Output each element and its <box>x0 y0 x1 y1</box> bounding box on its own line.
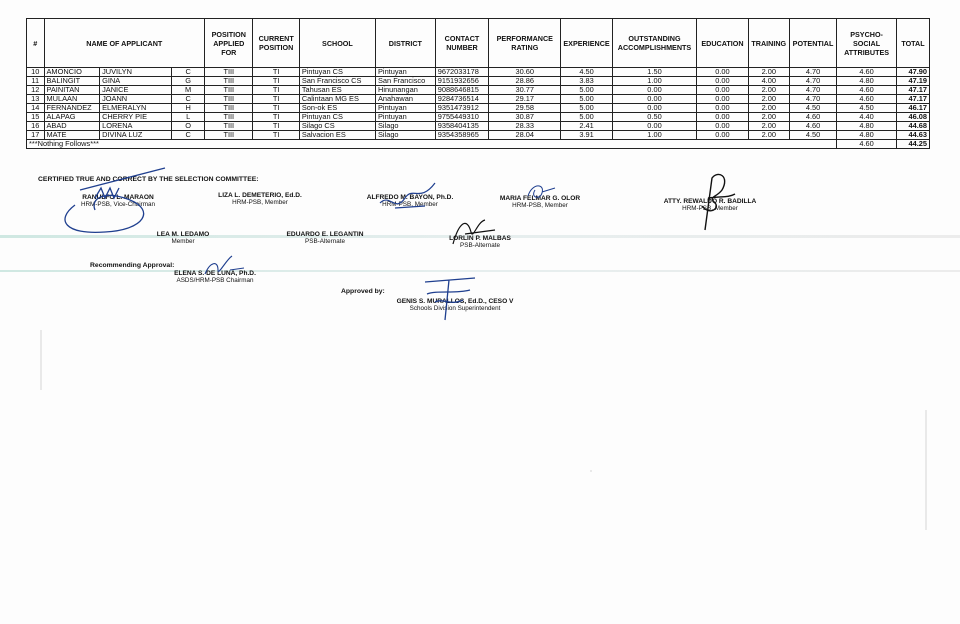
cell-exp: 4.50 <box>561 68 612 77</box>
cell-out: 1.00 <box>612 131 696 140</box>
cell-total: 44.25 <box>896 140 929 149</box>
cell-pos: TIII <box>205 77 253 86</box>
table-row <box>27 131 930 140</box>
cell-pos: TIII <box>205 95 253 104</box>
cell-district: Anahawan <box>376 95 436 104</box>
signatory-name: LIZA L. DEMETERIO, Ed.D. <box>218 192 302 199</box>
signature-badilla <box>690 168 740 238</box>
cell-total: 47.17 <box>896 95 929 104</box>
cell-perf: 28.86 <box>489 77 561 86</box>
cell-no: 15 <box>27 113 45 122</box>
cell-psy: 4.40 <box>837 113 897 122</box>
cell-psy: 4.50 <box>837 104 897 113</box>
signatory-role: Schools Division Superintendent <box>409 305 501 312</box>
cell-mi: L <box>172 113 205 122</box>
cell-contact: 9354358965 <box>435 131 489 140</box>
recommending-label: Recommending Approval: <box>90 262 175 269</box>
cell-pos: TIII <box>205 86 253 95</box>
cell-contact: 9755449310 <box>435 113 489 122</box>
cell-first: JOANN <box>100 95 172 104</box>
cell-district: Pintuyan <box>376 113 436 122</box>
cell-perf: 30.60 <box>489 68 561 77</box>
cell-no: 13 <box>27 95 45 104</box>
signatory-role: HRM-PSB, Member <box>382 201 438 208</box>
cell-mi: H <box>172 104 205 113</box>
signatory-name: MARIA FELMAR G. OLOR <box>499 195 581 202</box>
cell-school: Tahusan ES <box>299 86 375 95</box>
signatory-role: PSB-Alternate <box>460 242 500 249</box>
cell-out: 1.50 <box>612 68 696 77</box>
cell-pot: 4.70 <box>789 68 836 77</box>
cell-edu: 0.00 <box>697 77 748 86</box>
col-header-school: SCHOOL <box>299 19 375 68</box>
cell-last: FERNANDEZ <box>44 104 100 113</box>
cell-total: 47.17 <box>896 86 929 95</box>
cell-school: Silago CS <box>299 122 375 131</box>
cell-pos: TIII <box>205 104 253 113</box>
cell-out: 1.00 <box>612 77 696 86</box>
signatory-name: EDUARDO E. LEGANTIN <box>286 231 364 238</box>
cell-train: 2.00 <box>748 68 789 77</box>
cell-contact: 9672033178 <box>435 68 489 77</box>
cell-train: 2.00 <box>748 86 789 95</box>
cell-pos: TIII <box>205 122 253 131</box>
signatory-role: Member <box>171 238 195 245</box>
cell-pos: TIII <box>205 68 253 77</box>
cell-mi: C <box>172 131 205 140</box>
table-row <box>27 77 930 86</box>
col-header-district: DISTRICT <box>376 19 436 68</box>
scan-artifact <box>590 470 592 472</box>
cell-psy: 4.60 <box>837 68 897 77</box>
cell-district: Silago <box>376 131 436 140</box>
cell-contact: 9284736514 <box>435 95 489 104</box>
table-row <box>27 68 930 77</box>
scan-artifact <box>40 330 42 390</box>
cell-school: San Francisco CS <box>299 77 375 86</box>
cell-out: 0.00 <box>612 95 696 104</box>
cell-school: Son-ok ES <box>299 104 375 113</box>
col-header-total: TOTAL <box>896 19 929 68</box>
signature-olor <box>520 178 560 208</box>
cell-first: LORENA <box>100 122 172 131</box>
nothing-follows-row <box>27 140 930 149</box>
signatory-name: RANULFO L. MARAON <box>82 194 154 201</box>
signatory-legantin <box>270 231 380 245</box>
cell-edu: 0.00 <box>697 95 748 104</box>
cell-edu: 0.00 <box>697 104 748 113</box>
cell-mi: G <box>172 77 205 86</box>
cell-first: GINA <box>100 77 172 86</box>
cell-exp: 5.00 <box>561 95 612 104</box>
cell-contact: 9088646815 <box>435 86 489 95</box>
ranking-table <box>26 18 930 149</box>
cell-exp: 3.83 <box>561 77 612 86</box>
col-header-psycho-social: PSYCHO-SOCIAL ATTRIBUTES <box>837 19 897 68</box>
cell-edu: 0.00 <box>697 122 748 131</box>
cell-no: 17 <box>27 131 45 140</box>
cell-perf: 29.58 <box>489 104 561 113</box>
cell-cur: TI <box>253 131 299 140</box>
signature-malbas <box>445 212 505 252</box>
table-row <box>27 95 930 104</box>
scan-artifact <box>925 410 927 530</box>
col-header-contact: CONTACT NUMBER <box>435 19 489 68</box>
cell-cur: TI <box>253 68 299 77</box>
cell-psy: 4.80 <box>837 77 897 86</box>
signatory-name: GENIS S. MURALLOS, Ed.D., CESO V <box>396 298 514 305</box>
cell-last: MATE <box>44 131 100 140</box>
cell-psy: 4.60 <box>837 140 897 149</box>
cell-no: 16 <box>27 122 45 131</box>
col-header-position-applied: POSITION APPLIED FOR <box>205 19 253 68</box>
cell-train: 2.00 <box>748 95 789 104</box>
cell-last: PAINITAN <box>44 86 100 95</box>
cell-district: Pintuyan <box>376 68 436 77</box>
col-header-experience: EXPERIENCE <box>561 19 612 68</box>
cell-district: Hinunangan <box>376 86 436 95</box>
cell-pot: 4.70 <box>789 95 836 104</box>
cell-pot: 4.50 <box>789 131 836 140</box>
cell-cur: TI <box>253 122 299 131</box>
cell-exp: 3.91 <box>561 131 612 140</box>
col-header-education: EDUCATION <box>697 19 748 68</box>
cell-total: 44.68 <box>896 122 929 131</box>
cell-school: Pintuyan CS <box>299 68 375 77</box>
signatory-name: ALFREDO M. BAYON, Ph.D. <box>366 194 454 201</box>
signatory-name: ATTY. REWALDO R. BADILLA <box>663 198 757 205</box>
cell-exp: 5.00 <box>561 104 612 113</box>
cell-first: CHERRY PIE <box>100 113 172 122</box>
cell-cur: TI <box>253 104 299 113</box>
col-header-training: TRAINING <box>748 19 789 68</box>
cell-no: 11 <box>27 77 45 86</box>
cell-first: ELMERALYN <box>100 104 172 113</box>
cell-district: Pintuyan <box>376 104 436 113</box>
cell-pos: TIII <box>205 113 253 122</box>
nothing-follows-text: ***Nothing Follows*** <box>27 140 837 149</box>
cell-perf: 30.87 <box>489 113 561 122</box>
cell-out: 0.00 <box>612 122 696 131</box>
signature-murallos <box>415 272 485 322</box>
cell-no: 14 <box>27 104 45 113</box>
cell-exp: 5.00 <box>561 86 612 95</box>
table-row <box>27 86 930 95</box>
cell-school: Salvacion ES <box>299 131 375 140</box>
signatory-role: HRM-PSB, Vice-Chairman <box>80 201 156 208</box>
table-row <box>27 122 930 131</box>
cell-cur: TI <box>253 77 299 86</box>
col-header-performance: PERFORMANCE RATING <box>489 19 561 68</box>
cell-train: 2.00 <box>748 122 789 131</box>
cell-edu: 0.00 <box>697 86 748 95</box>
cell-mi: C <box>172 95 205 104</box>
col-header-potential: POTENTIAL <box>789 19 836 68</box>
cell-mi: O <box>172 122 205 131</box>
cell-exp: 5.00 <box>561 113 612 122</box>
cell-pot: 4.60 <box>789 113 836 122</box>
cell-psy: 4.80 <box>837 122 897 131</box>
cell-edu: 0.00 <box>697 131 748 140</box>
cell-pos: TIII <box>205 131 253 140</box>
cell-no: 10 <box>27 68 45 77</box>
signatory-name: LORLIN P. MALBAS <box>449 235 511 242</box>
cell-edu: 0.00 <box>697 68 748 77</box>
cell-first: JANICE <box>100 86 172 95</box>
cell-district: San Francisco <box>376 77 436 86</box>
signature-maraon <box>35 160 185 240</box>
cell-train: 4.00 <box>748 77 789 86</box>
cell-district: Silago <box>376 122 436 131</box>
signatory-name: ELENA S. DE LUNA, Ph.D. <box>174 270 256 277</box>
cell-mi: C <box>172 68 205 77</box>
cell-no: 12 <box>27 86 45 95</box>
signature-deluna <box>200 252 250 282</box>
table-body <box>27 68 930 149</box>
cell-last: MULAAN <box>44 95 100 104</box>
cell-contact: 9151932656 <box>435 77 489 86</box>
cell-contact: 9358404135 <box>435 122 489 131</box>
table-row <box>27 113 930 122</box>
cell-psy: 4.80 <box>837 131 897 140</box>
cell-pot: 4.70 <box>789 77 836 86</box>
cell-cur: TI <box>253 95 299 104</box>
cell-cur: TI <box>253 113 299 122</box>
signatory-role: HRM-PSB, Member <box>232 199 288 206</box>
cell-cur: TI <box>253 86 299 95</box>
certified-label: CERTIFIED TRUE AND CORRECT BY THE SELECTION COMMITTEE: <box>38 176 259 183</box>
cell-out: 0.00 <box>612 86 696 95</box>
cell-perf: 29.17 <box>489 95 561 104</box>
signatory-role: ASDS/HRM-PSB Chairman <box>176 277 254 284</box>
cell-perf: 30.77 <box>489 86 561 95</box>
cell-last: ABAD <box>44 122 100 131</box>
cell-last: ALAPAG <box>44 113 100 122</box>
table-header-row <box>27 19 930 68</box>
cell-out: 0.50 <box>612 113 696 122</box>
cell-total: 46.17 <box>896 104 929 113</box>
cell-exp: 2.41 <box>561 122 612 131</box>
cell-psy: 4.60 <box>837 95 897 104</box>
cell-pot: 4.50 <box>789 104 836 113</box>
signatory-demeterio <box>200 192 320 206</box>
cell-total: 46.08 <box>896 113 929 122</box>
cell-first: JUVILYN <box>100 68 172 77</box>
col-header-no: # <box>27 19 45 68</box>
cell-total: 47.19 <box>896 77 929 86</box>
cell-school: Calintaan MG ES <box>299 95 375 104</box>
cell-pot: 4.60 <box>789 122 836 131</box>
cell-edu: 0.00 <box>697 113 748 122</box>
signatory-name: LEA M. LEDAMO <box>156 231 210 238</box>
table-row <box>27 104 930 113</box>
cell-train: 2.00 <box>748 104 789 113</box>
cell-out: 0.00 <box>612 104 696 113</box>
cell-perf: 28.04 <box>489 131 561 140</box>
cell-school: Pintuyan CS <box>299 113 375 122</box>
col-header-name: NAME OF APPLICANT <box>44 19 205 68</box>
cell-mi: M <box>172 86 205 95</box>
approved-label: Approved by: <box>341 288 385 295</box>
cell-last: BALINGIT <box>44 77 100 86</box>
col-header-current-position: CURRENT POSITION <box>253 19 299 68</box>
signatory-role: PSB-Alternate <box>305 238 345 245</box>
cell-total: 47.90 <box>896 68 929 77</box>
signature-bayon <box>375 178 445 218</box>
cell-train: 2.00 <box>748 113 789 122</box>
col-header-outstanding: OUTSTANDING ACCOMPLISHMENTS <box>612 19 696 68</box>
cell-last: AMONCIO <box>44 68 100 77</box>
signatory-role: HRM-PSB, Member <box>682 205 738 212</box>
cell-total: 44.63 <box>896 131 929 140</box>
cell-first: DIVINA LUZ <box>100 131 172 140</box>
signatory-role: HRM-PSB, Member <box>512 202 568 209</box>
cell-contact: 9351473912 <box>435 104 489 113</box>
cell-perf: 28.33 <box>489 122 561 131</box>
cell-psy: 4.60 <box>837 86 897 95</box>
cell-pot: 4.70 <box>789 86 836 95</box>
cell-train: 2.00 <box>748 131 789 140</box>
